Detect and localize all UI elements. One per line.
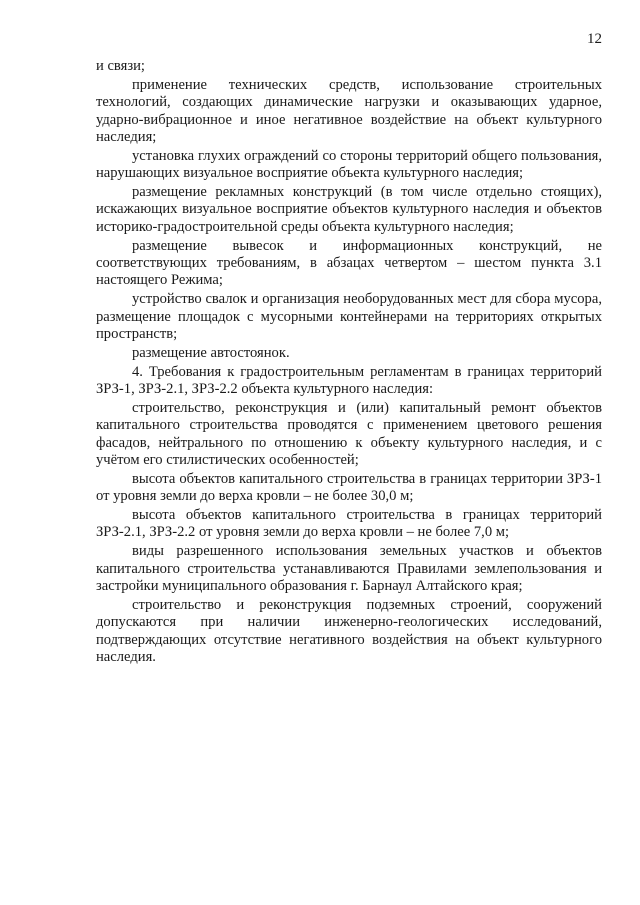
section-heading: 4. Требования к градостроительным регламентам в границах территорий ЗРЗ-1, ЗРЗ-2.1, ЗРЗ-2.2 объекта культурного наследия: [96, 363, 602, 398]
paragraph: строительство, реконструкция и (или) капитальный ремонт объектов капитального строительства проводятся с применением цветового решения фасадов, нейтрального по отношению к объекту культурного наследия, и с учётом его стилистических особенностей; [96, 399, 602, 469]
paragraph: размещение рекламных конструкций (в том числе отдельно стоящих), искажающих визуальное восприятие объектов культурного наследия и объектов историко-градостроительной среды объекта культурного наследия; [96, 184, 602, 235]
paragraph: устройство свалок и организация необорудованных мест для сбора мусора, размещение площадок с мусорными контейнерами на территориях открытых пространств; [96, 291, 602, 343]
paragraph: высота объектов капитального строительства в границах территории ЗРЗ-1 от уровня земли до верха кровли – не более 30,0 м; [96, 470, 602, 505]
paragraph: и связи; [96, 58, 145, 74]
paragraph: применение технических средств, использование строительных технологий, создающих динамические нагрузки и оказывающих ударное, ударно-вибрационное и иное негативное воздействие на объект культурного наследия; [96, 76, 602, 146]
page-number: 12 [587, 31, 602, 47]
paragraph: высота объектов капитального строительства в границах территорий ЗРЗ-2.1, ЗРЗ-2.2 от уровня земли до верха кровли – не более 7,0 м; [96, 507, 602, 541]
paragraph: строительство и реконструкция подземных строений, сооружений допускаются при наличии инженерно-геологических исследований, подтверждающих отсутствие негативного воздействия на объект культурного наследия. [96, 596, 602, 666]
paragraph: размещение вывесок и информационных конструкций, не соответствующих требованиям, в абзацах четвертом – шестом пункта 3.1 настоящего Режима; [96, 237, 602, 289]
document-body [96, 58, 602, 668]
paragraph: виды разрешенного использования земельных участков и объектов капитального строительства устанавливаются Правилами землепользования и застройки муниципального образования г. Барнаул Алтайского края; [96, 543, 602, 595]
paragraph: размещение автостоянок. [132, 344, 290, 361]
paragraph: установка глухих ограждений со стороны территорий общего пользования, нарушающих визуальное восприятие объекта культурного наследия; [96, 147, 602, 182]
